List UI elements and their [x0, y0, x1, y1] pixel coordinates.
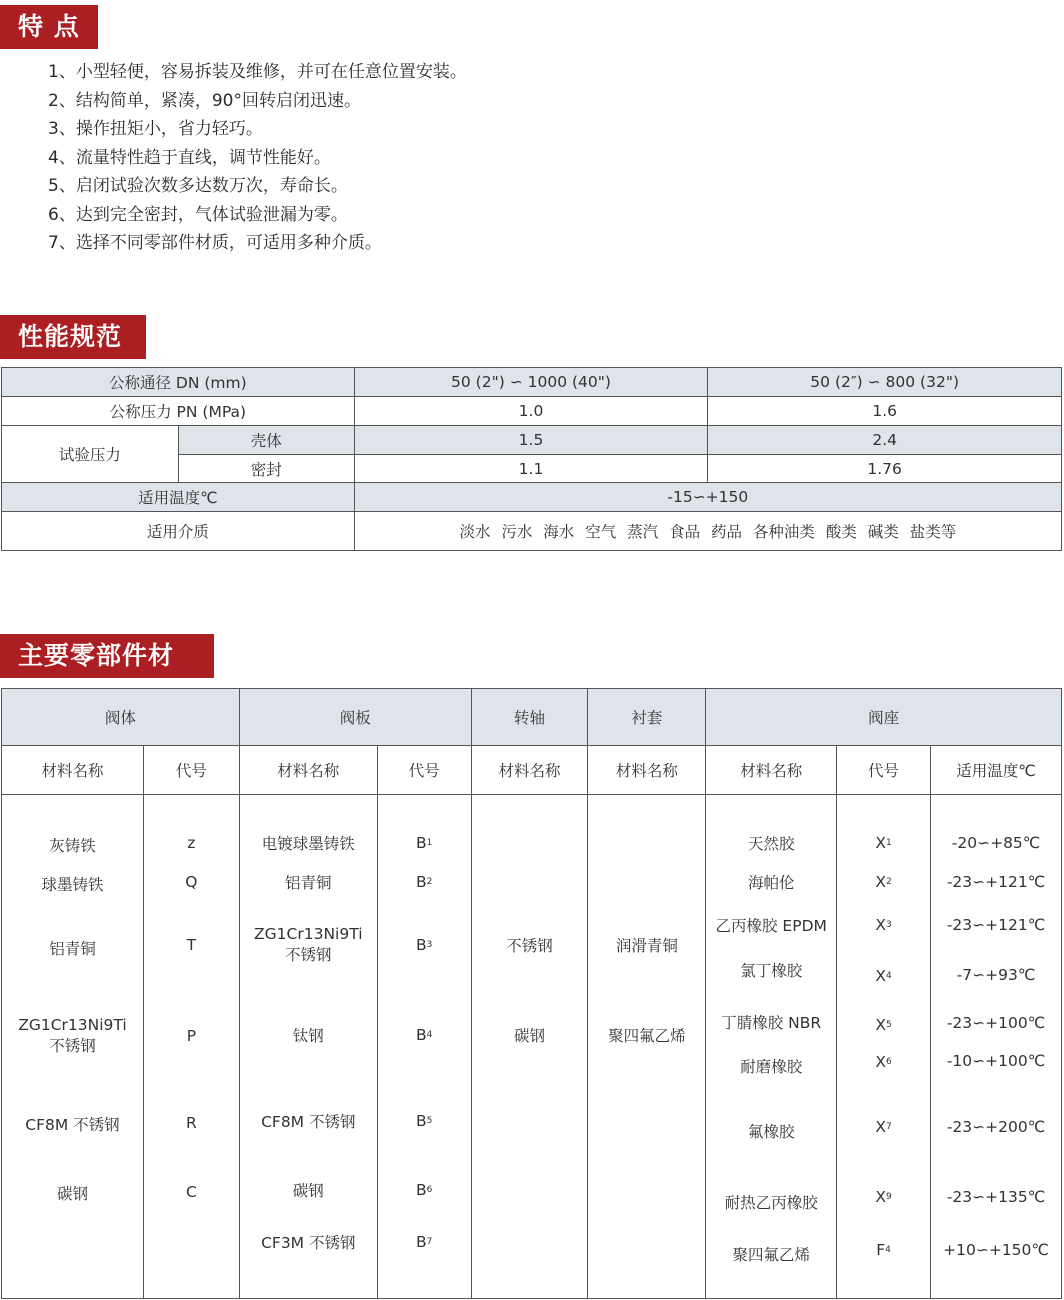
list-item: -23∽+200℃: [946, 1118, 1046, 1136]
group-disc: 阀板: [239, 689, 471, 746]
list-item: R: [185, 1114, 197, 1132]
list-item: B 1: [416, 834, 433, 852]
list-item: -23∽+100℃: [946, 1014, 1046, 1032]
shell-label: 壳体: [178, 426, 354, 455]
shell-value-a: 1.5: [354, 426, 708, 455]
seal-value-b: 1.76: [708, 455, 1062, 483]
bushing-column: [588, 795, 706, 1299]
feature-item: 4、流量特性趋于直线，调节性能好。: [48, 147, 331, 168]
list-item: 灰铸铁: [49, 837, 96, 855]
feature-item: 1、小型轻便，容易拆装及维修，并可在任意位置安装。: [48, 62, 467, 82]
list-item: 氟橡胶: [747, 1123, 795, 1141]
list-item: 乙丙橡胶 EPDM: [715, 917, 827, 935]
sub-header: 代号: [377, 746, 471, 795]
sub-header: 适用温度℃: [930, 746, 1061, 795]
feature-item: 7、选择不同零部件材质，可适用多种介质。: [48, 233, 382, 253]
list-item: F 4: [876, 1241, 891, 1259]
list-item: Q: [185, 873, 198, 891]
list-item: X 4: [875, 967, 892, 985]
list-item: 海帕伦: [747, 874, 795, 892]
list-item: C: [185, 1183, 197, 1201]
disc-code-column: [377, 795, 471, 1299]
sub-header: 材料名称: [239, 746, 377, 795]
list-item: B 3: [416, 936, 433, 954]
list-item: CF8M 不锈钢: [25, 1116, 120, 1134]
list-item: CF8M 不锈钢: [261, 1113, 356, 1131]
feature-item: 6、达到完全密封，气体试验泄漏为零。: [48, 204, 348, 225]
list-item: ZG1Cr13Ni9Ti 不锈钢: [18, 1016, 127, 1055]
list-item: 润滑青铜: [615, 937, 678, 955]
feature-item: 3、操作扭矩小，省力轻巧。: [48, 119, 263, 139]
performance-title: 性能规范: [0, 315, 146, 359]
sub-header: 材料名称: [471, 746, 588, 795]
list-item: 球墨铸铁: [41, 876, 104, 894]
list-item: z: [187, 834, 196, 852]
list-item: X 6: [875, 1053, 892, 1071]
list-item: 铝青铜: [49, 940, 96, 958]
materials-title: 主要零部件材: [0, 634, 214, 678]
seat-code-column: [837, 795, 931, 1299]
group-shaft: 转轴: [471, 689, 588, 746]
list-item: 碳钢: [514, 1027, 546, 1045]
list-item: -7∽+93℃: [956, 966, 1036, 984]
shaft-column: [471, 795, 588, 1299]
list-item: T: [186, 936, 197, 954]
list-item: 碳钢: [292, 1182, 324, 1200]
list-item: 不锈钢: [506, 937, 553, 955]
body-code-column: [143, 795, 239, 1299]
list-item: 氯丁橡胶: [740, 962, 803, 980]
seal-value-a: 1.1: [354, 455, 708, 483]
list-item: 电镀球墨铸铁: [261, 835, 355, 853]
list-item: 天然胶: [747, 835, 795, 853]
feature-item: 2、结构简单，紧凑，90°回转启闭迅速。: [48, 90, 361, 111]
pn-value-a: 1.0: [354, 397, 708, 426]
pn-value-b: 1.6: [708, 397, 1062, 426]
list-item: X 1: [875, 834, 892, 852]
sub-header: 代号: [143, 746, 239, 795]
shell-value-b: 2.4: [708, 426, 1062, 455]
media-label: 适用介质: [2, 512, 355, 551]
list-item: 碳钢: [56, 1185, 88, 1203]
performance-table: [1, 367, 1062, 551]
temp-value: -15∽+150: [354, 483, 1061, 512]
sub-header: 材料名称: [706, 746, 837, 795]
features-list: [48, 58, 467, 258]
seal-label: 密封: [178, 455, 354, 483]
list-item: P: [186, 1027, 197, 1045]
list-item: X 9: [875, 1188, 892, 1206]
list-item: B 2: [416, 873, 433, 891]
group-body: 阀体: [2, 689, 240, 746]
sub-header: 材料名称: [2, 746, 144, 795]
pn-label: 公称压力 PN (MPa): [2, 397, 355, 426]
list-item: -20∽+85℃: [951, 834, 1041, 852]
group-bushing: 衬套: [588, 689, 706, 746]
list-item: X 5: [875, 1016, 892, 1034]
temp-label: 适用温度℃: [2, 483, 355, 512]
list-item: -10∽+100℃: [946, 1052, 1046, 1070]
features-title: 特 点: [0, 5, 98, 49]
feature-item: 5、启闭试验次数多达数万次，寿命长。: [48, 176, 348, 196]
dn-label: 公称通径 DN (mm): [2, 368, 355, 397]
list-item: X 3: [875, 916, 892, 934]
disc-name-column: [239, 795, 377, 1299]
media-value: 淡水 污水 海水 空气 蒸汽 食品 药品 各种油类 酸类 碱类 盐类等: [354, 512, 1061, 551]
list-item: B 4: [416, 1026, 433, 1044]
list-item: -23∽+121℃: [946, 916, 1046, 934]
list-item: ZG1Cr13Ni9Ti 不锈钢: [254, 925, 363, 964]
list-item: B 5: [416, 1112, 433, 1130]
list-item: 钛钢: [292, 1027, 324, 1045]
seat-temp-column: [930, 795, 1061, 1299]
list-item: B 7: [416, 1233, 433, 1251]
list-item: X 2: [875, 873, 892, 891]
list-item: 聚四氟乙烯: [608, 1027, 686, 1045]
list-item: CF3M 不锈钢: [261, 1234, 356, 1252]
seat-name-column: [706, 795, 837, 1299]
sub-header: 材料名称: [588, 746, 706, 795]
materials-table: [1, 688, 1062, 1299]
list-item: 耐热乙丙橡胶: [724, 1194, 818, 1212]
dn-value-a: 50 (2") ∽ 1000 (40"): [354, 368, 708, 397]
sub-header: 代号: [837, 746, 931, 795]
list-item: X 7: [875, 1118, 892, 1136]
body-name-column: [2, 795, 144, 1299]
list-item: -23∽+135℃: [946, 1188, 1046, 1206]
list-item: +10∽+150℃: [943, 1241, 1049, 1259]
dn-value-b: 50 (2″) ∽ 800 (32"): [708, 368, 1062, 397]
list-item: 耐磨橡胶: [740, 1058, 803, 1076]
group-seat: 阀座: [706, 689, 1062, 746]
list-item: 铝青铜: [285, 874, 332, 892]
list-item: 丁腈橡胶 NBR: [721, 1014, 822, 1032]
list-item: 聚四氟乙烯: [732, 1246, 810, 1264]
list-item: B 6: [416, 1181, 433, 1199]
test-pressure-label: 试验压力: [2, 426, 179, 483]
list-item: -23∽+121℃: [946, 873, 1046, 891]
